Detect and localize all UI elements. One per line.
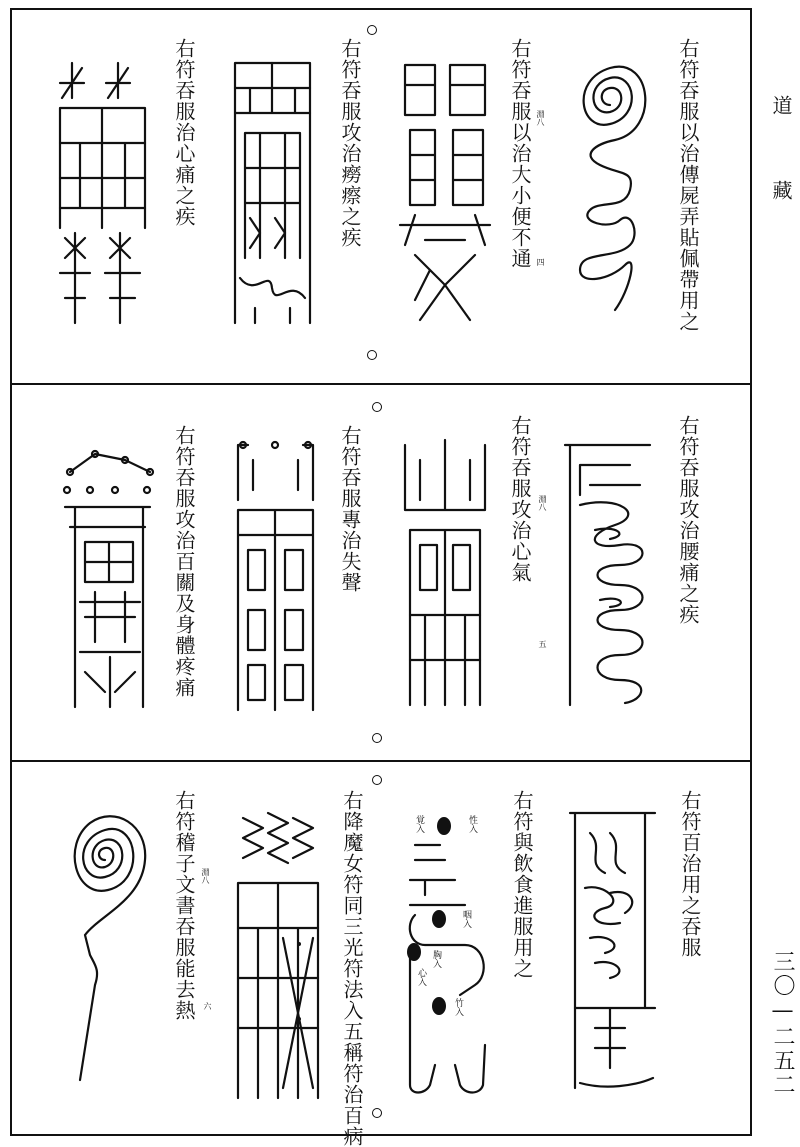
- point-dot: [297, 1017, 301, 1021]
- dot-label: 胸入: [431, 950, 441, 968]
- margin-title: 藏: [769, 180, 793, 200]
- caption: 右符吞服治心痛之疾: [172, 38, 196, 227]
- dot-label: 竹入: [453, 998, 463, 1016]
- point-dot: [432, 997, 446, 1015]
- binding-hole: [372, 775, 382, 785]
- spiral-talisman: [560, 60, 660, 320]
- binding-hole: [372, 402, 382, 412]
- caption: 右降魔女符同三光符法入五稱符治百病: [340, 790, 364, 1147]
- binding-hole: [372, 1108, 382, 1118]
- annotation: 六: [203, 1002, 212, 1010]
- dot-label: 心入: [416, 968, 426, 986]
- caption: 右符稽子文書吞服能去熱: [172, 790, 196, 1021]
- panel-divider-2: [10, 760, 752, 762]
- caption: 右符吞服攻治癆瘵之疾: [338, 38, 362, 248]
- panel-divider-1: [10, 383, 752, 385]
- point-dot: [437, 817, 451, 835]
- caption: 右符吞服專治失聲: [338, 425, 362, 593]
- dot-label: 咽入: [461, 910, 471, 928]
- caption: 右符與飲食進服用之: [510, 790, 534, 979]
- caption: 右符吞服以治大小便不通: [508, 38, 532, 269]
- caption: 右符吞服以治傳屍弄貼佩帶用之: [676, 38, 700, 332]
- caption: 右符吞服攻治百關及身體疼痛: [172, 425, 196, 698]
- page-number: 三〇—二五二: [770, 950, 795, 1097]
- spiral-talisman: [60, 805, 150, 1085]
- grid-talisman: [228, 808, 323, 1103]
- point-dot: [432, 910, 446, 928]
- grid-talisman: [50, 58, 155, 328]
- serpentine-talisman: [565, 808, 660, 1098]
- grid-talisman: [225, 58, 320, 328]
- margin-title: 道: [769, 95, 793, 115]
- caption: 右符百治用之吞服: [678, 790, 702, 958]
- dot-label: 性入: [467, 815, 477, 833]
- annotation: 淵八: [201, 868, 210, 884]
- annotation: 五: [538, 640, 547, 648]
- composite-talisman: [395, 55, 495, 325]
- annotation: 淵八: [536, 110, 545, 126]
- grid-talisman: [228, 440, 323, 715]
- annotation: 淵八: [538, 495, 547, 511]
- point-dot: [297, 942, 301, 946]
- caption: 右符吞服攻治心氣: [508, 415, 532, 583]
- point-dot: [407, 943, 421, 961]
- serpentine-talisman: [560, 435, 660, 710]
- annotation: 四: [536, 258, 545, 266]
- binding-hole: [367, 25, 377, 35]
- dot-label: 覚入: [414, 815, 424, 833]
- binding-hole: [367, 350, 377, 360]
- constellation-talisman: [55, 442, 160, 712]
- binding-hole: [372, 733, 382, 743]
- grid-talisman: [395, 440, 495, 710]
- caption: 右符吞服攻治腰痛之疾: [676, 415, 700, 625]
